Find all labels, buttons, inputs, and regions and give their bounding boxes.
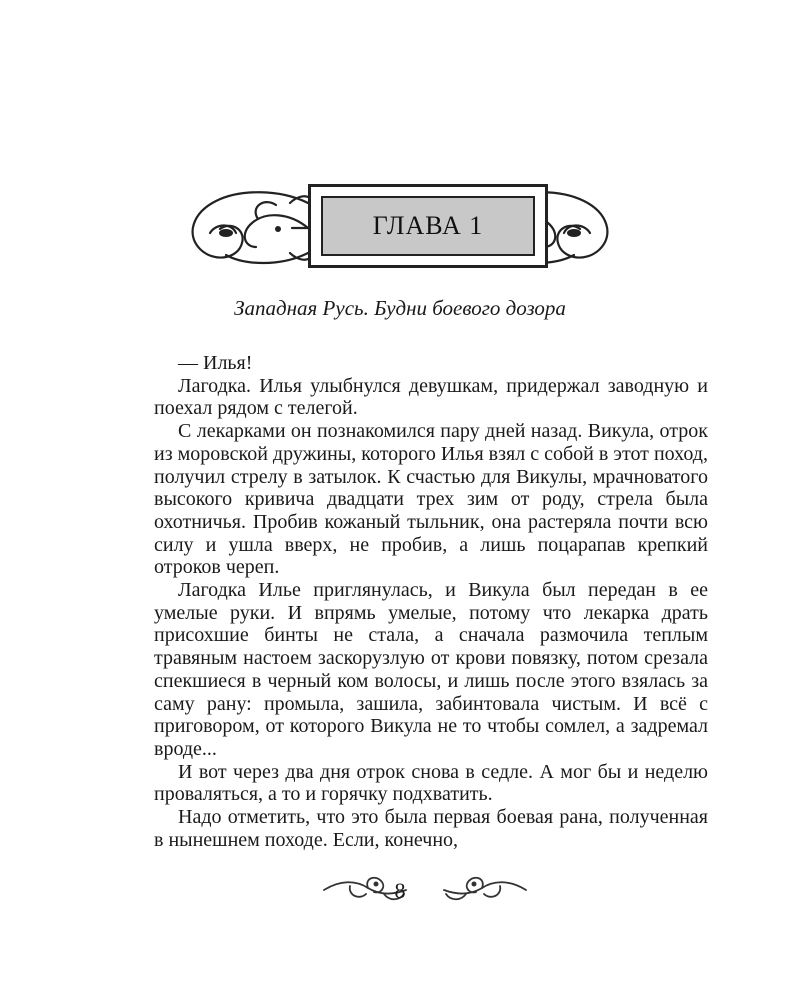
chapter-title: ГЛАВА 1 — [372, 211, 484, 240]
paragraph: Лагодка. Илья улыбнулся девушкам, придержал заводную и поехал рядом с телегой. — [154, 374, 708, 420]
chapter-heading-frame — [308, 184, 548, 268]
paragraph: С лекарками он познакомился пару дней назад. Викула, отрок из моровской дружины, которого Илья взял с собой в этот поход, получил стрелу в затылок. К счастью для Викулы, мрачноватого высокого кривича двадцати трех зим от роду, стрела была охотничья. Пробив кожаный тыльник, она растеряла почти всю силу и ушла вверх, не пробив, а лишь поцарапав крепкий отроков череп. — [154, 420, 708, 579]
paragraph: Лагодка Илье приглянулась, и Викула был передан в ее умелые руки. И впрямь умелые, потому что лекарка драть присохшие бинты не стала, а сначала размочила теплым травяным настоем заскорузлую от крови повязку, потом срезала спекшиеся в черный ком волосы, и лишь после этого взялась за саму рану: промыла, зашила, забинтовала чистым. И всё с приговором, от которого Викула не то чтобы сомлел, а задремал вроде... — [154, 579, 708, 760]
body-text — [154, 352, 708, 851]
page-number: 8 — [394, 878, 406, 903]
paragraph: И вот через два дня отрок снова в седле. А мог бы и неделю проваляться, а то и горячку подхватить. — [154, 760, 708, 806]
chapter-subtitle: Западная Русь. Будни боевого дозора — [234, 296, 566, 320]
paragraph: Надо отметить, что это была первая боевая рана, полученная в нынешнем походе. Если, конечно, — [154, 806, 708, 851]
paragraph: — Илья! — [178, 352, 253, 374]
chapter-heading-panel — [321, 196, 535, 256]
